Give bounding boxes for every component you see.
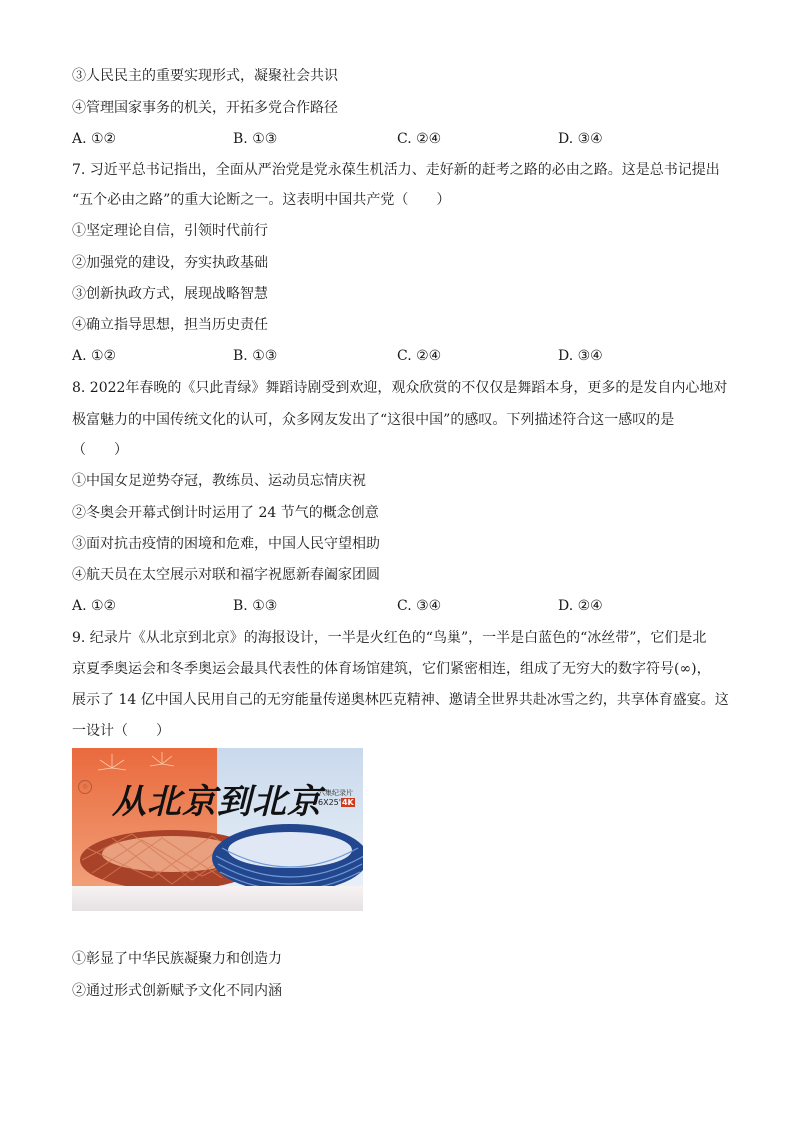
option-line: ①彰显了中华民族凝聚力和创造力 <box>72 951 282 967</box>
choice-d: D. ③④ <box>558 348 603 364</box>
question-8-stem: （ ） <box>72 442 128 458</box>
question-9-stem: 展示了 14 亿中国人民用自己的无穷能量传递奥林匹克精神、邀请全世界共赴冰雪之约，共享体育盛宴。这 <box>72 692 729 708</box>
option-line: ①坚定理论自信，引领时代前行 <box>72 223 268 239</box>
question-9-stem: 一设计（ ） <box>72 723 170 739</box>
question-7-stem: “五个必由之路”的重大论断之一。这表明中国共产党（ ） <box>72 192 451 208</box>
snow-ground <box>72 886 363 911</box>
answer-choices-q8 <box>72 596 722 616</box>
question-7-stem: 7. 习近平总书记指出，全面从严治党是党永葆生机活力、走好新的赶考之路的必由之路。这是总书记提出 <box>72 162 720 178</box>
answer-choices-q7 <box>72 346 722 366</box>
channel-logo-icon: ◎ <box>78 780 92 794</box>
documentary-poster-image <box>72 748 363 911</box>
choice-b: B. ①③ <box>233 348 278 364</box>
answer-choices-q6 <box>72 129 722 149</box>
option-line: ③面对抗击疫情的困境和危难，中国人民守望相助 <box>72 536 380 552</box>
question-8-stem: 8. 2022年春晚的《只此青绿》舞蹈诗剧受到欢迎，观众欣赏的不仅仅是舞蹈本身，更多的是发自内心地对 <box>72 380 728 396</box>
episodes-text: 6X25' <box>318 798 341 807</box>
choice-c: C. ②④ <box>397 131 442 147</box>
choice-d: D. ③④ <box>558 131 603 147</box>
poster-artwork <box>72 748 363 911</box>
4k-badge: 4K <box>341 798 354 807</box>
poster-subtitle: 六集纪录片 <box>318 789 353 797</box>
option-line: ②加强党的建设，夯实执政基础 <box>72 255 268 271</box>
choice-a: A. ①② <box>72 131 117 147</box>
option-line: ④确立指导思想，担当历史责任 <box>72 317 268 333</box>
option-line: ③人民民主的重要实现形式，凝聚社会共识 <box>72 68 338 84</box>
option-line: ④管理国家事务的机关，开拓多党合作路径 <box>72 100 338 116</box>
ice-ribbon-stadium-icon <box>212 824 363 892</box>
option-line: ④航天员在太空展示对联和福字祝愿新春阖家团圆 <box>72 567 380 583</box>
choice-b: B. ①③ <box>233 131 278 147</box>
option-line: ③创新执政方式，展现战略智慧 <box>72 286 268 302</box>
question-9-stem: 9. 纪录片《从北京到北京》的海报设计，一半是火红色的“鸟巢”，一半是白蓝色的“冰丝带”，它们是北 <box>72 630 707 646</box>
question-8-stem: 极富魅力的中国传统文化的认可，众多网友发出了“这很中国”的感叹。下列描述符合这一感叹的是 <box>72 412 675 428</box>
option-line: ①中国女足逆势夺冠，教练员、运动员忘情庆祝 <box>72 473 366 489</box>
choice-d: D. ②④ <box>558 598 603 614</box>
poster-title: 从北京到北京 <box>112 782 322 822</box>
question-9-stem: 京夏季奥运会和冬季奥运会最具代表性的体育场馆建筑，它们紧密相连，组成了无穷大的数字符号(∞)， <box>72 661 711 677</box>
choice-c: C. ②④ <box>397 348 442 364</box>
choice-c: C. ③④ <box>397 598 442 614</box>
option-line: ②冬奥会开幕式倒计时运用了 24 节气的概念创意 <box>72 505 379 521</box>
option-line: ②通过形式创新赋予文化不同内涵 <box>72 983 282 999</box>
choice-a: A. ①② <box>72 598 117 614</box>
choice-b: B. ①③ <box>233 598 278 614</box>
poster-episodes <box>318 798 355 807</box>
choice-a: A. ①② <box>72 348 117 364</box>
